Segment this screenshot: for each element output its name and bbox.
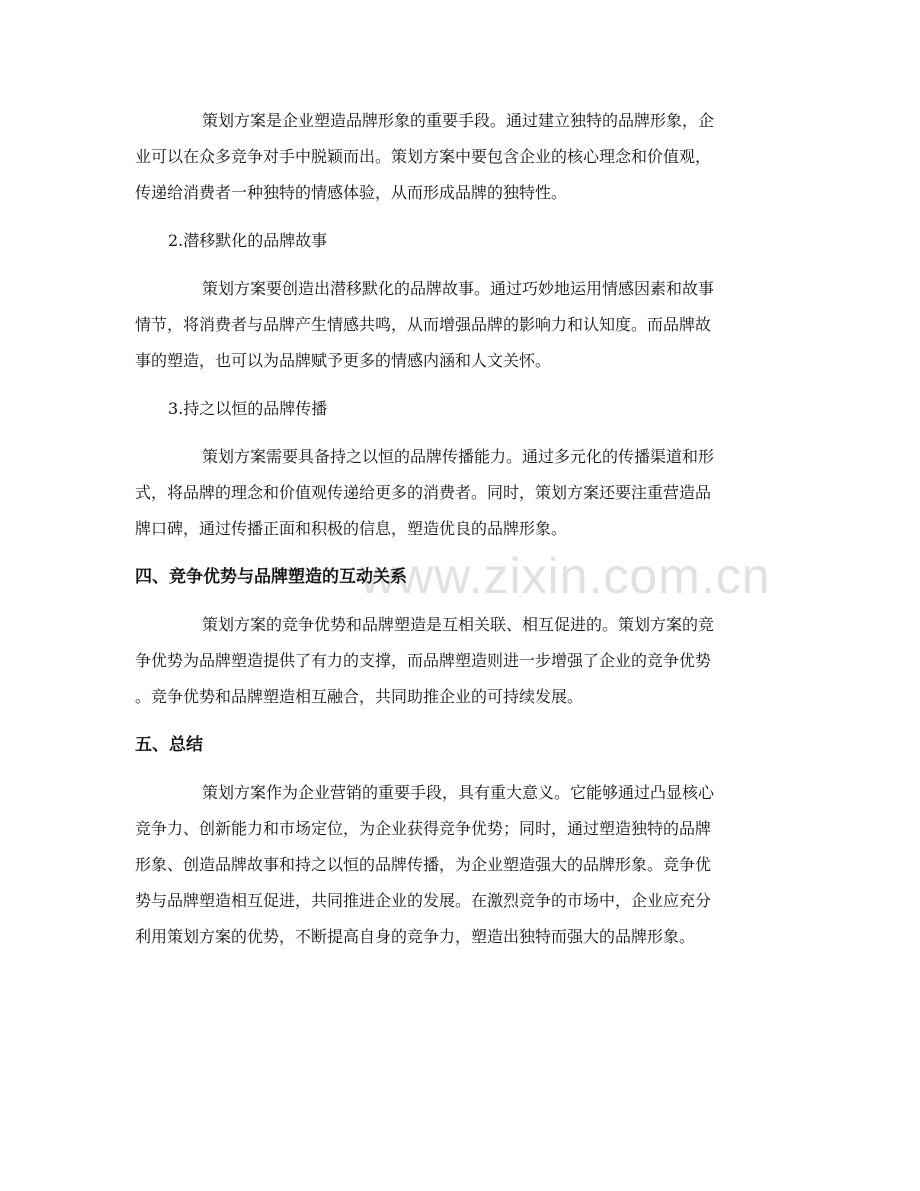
paragraph-line: 策划方案是企业塑造品牌形象的重要手段。通过建立独特的品牌形象，企 bbox=[202, 111, 715, 130]
section-heading: 五、总结 bbox=[135, 735, 203, 755]
paragraph-line: 业可以在众多竞争对手中脱颖而出。策划方案中要包含企业的核心理念和价值观， bbox=[135, 147, 712, 166]
paragraph-line: 势与品牌塑造相互促进，共同推进企业的发展。在激烈竞争的市场中，企业应充分 bbox=[135, 891, 712, 910]
paragraph-line: 竞争力、创新能力和市场定位，为企业获得竞争优势；同时，通过塑造独特的品牌 bbox=[135, 819, 712, 838]
paragraph-line: 事的塑造，也可以为品牌赋予更多的情感内涵和人文关怀。 bbox=[135, 351, 552, 370]
section-heading: 四、竞争优势与品牌塑造的互动关系 bbox=[135, 567, 407, 587]
paragraph-line: 利用策划方案的优势，不断提高自身的竞争力，塑造出独特而强大的品牌形象。 bbox=[135, 927, 696, 946]
subsection-title: 2.潜移默化的品牌故事 bbox=[168, 231, 328, 250]
paragraph-line: 策划方案作为企业营销的重要手段，具有重大意义。它能够通过凸显核心 bbox=[202, 783, 715, 802]
paragraph-line: 式，将品牌的理念和价值观传递给更多的消费者。同时，策划方案还要注重营造品 bbox=[135, 483, 712, 502]
paragraph-line: 。竞争优势和品牌塑造相互融合，共同助推企业的可持续发展。 bbox=[135, 687, 584, 706]
paragraph-line: 策划方案需要具备持之以恒的品牌传播能力。通过多元化的传播渠道和形 bbox=[202, 447, 715, 466]
paragraph-line: 形象、创造品牌故事和持之以恒的品牌传播，为企业塑造强大的品牌形象。竞争优 bbox=[135, 855, 712, 874]
paragraph-line: 争优势为品牌塑造提供了有力的支撑，而品牌塑造则进一步增强了企业的竞争优势 bbox=[135, 651, 712, 670]
paragraph-line: 策划方案要创造出潜移默化的品牌故事。通过巧妙地运用情感因素和故事 bbox=[202, 279, 715, 298]
paragraph-line: 情节，将消费者与品牌产生情感共鸣，从而增强品牌的影响力和认知度。而品牌故 bbox=[135, 315, 712, 334]
subsection-title: 3.持之以恒的品牌传播 bbox=[168, 399, 328, 418]
watermark: www.zixin.com.cn bbox=[360, 548, 771, 604]
paragraph-line: 策划方案的竞争优势和品牌塑造是互相关联、相互促进的。策划方案的竞 bbox=[202, 615, 715, 634]
paragraph-line: 传递给消费者一种独特的情感体验，从而形成品牌的独特性。 bbox=[135, 183, 568, 202]
paragraph-line: 牌口碑，通过传播正面和积极的信息，塑造优良的品牌形象。 bbox=[135, 519, 568, 538]
